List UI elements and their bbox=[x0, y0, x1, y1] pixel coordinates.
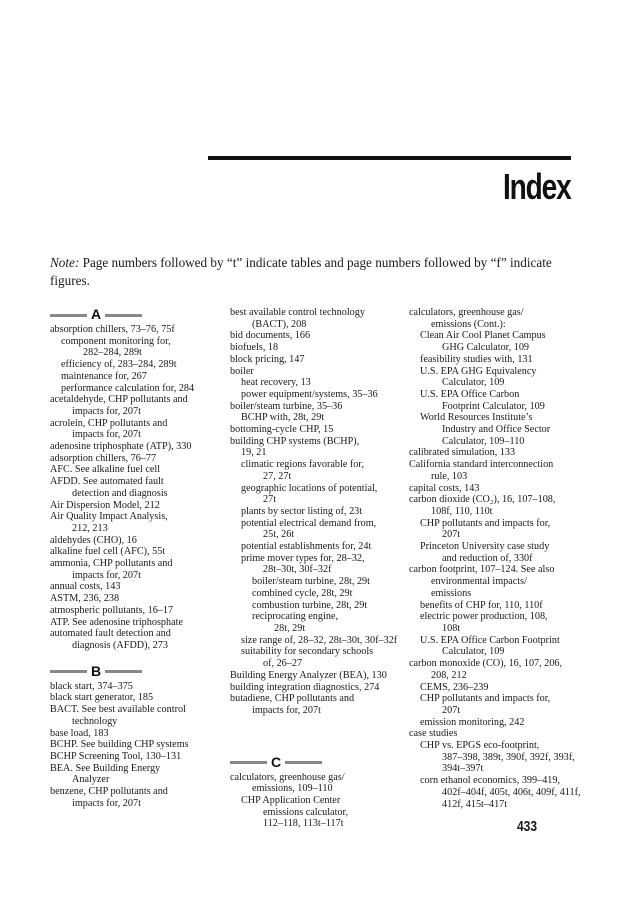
index-entry: 412f, 415t–417t bbox=[442, 798, 508, 810]
index-entry: block pricing, 147 bbox=[230, 353, 305, 365]
index-entry: geographic locations of potential, bbox=[241, 482, 378, 494]
index-entry: building CHP systems (BCHP), bbox=[230, 435, 360, 447]
index-entry: Air Quality Impact Analysis, bbox=[50, 511, 168, 523]
index-entry: maintenance for, 267 bbox=[61, 370, 147, 382]
index-entry: component monitoring for, bbox=[61, 335, 171, 347]
index-entry: BCHP Screening Tool, 130–131 bbox=[50, 750, 182, 762]
note-label: Note: bbox=[50, 255, 80, 270]
index-entry: 207t bbox=[442, 704, 461, 716]
index-entry: absorption chillers, 73–76, 75f bbox=[50, 324, 175, 335]
index-entry: ATP. See adenosine triphosphate bbox=[50, 616, 183, 628]
index-entry: detection and diagnosis bbox=[72, 487, 168, 499]
index-entry: Air Dispersion Model, 212 bbox=[50, 499, 160, 511]
index-entry: AFC. See alkaline fuel cell bbox=[50, 464, 161, 476]
index-entry: size range of, 28–32, 28t–30t, 30f–32f bbox=[241, 634, 398, 646]
index-entry: bid documents, 166 bbox=[230, 330, 311, 342]
index-entry: adsorption chillers, 76–77 bbox=[50, 452, 157, 464]
index-entry: benefits of CHP for, 110, 110f bbox=[420, 599, 543, 611]
index-entry: bottoming-cycle CHP, 15 bbox=[230, 424, 334, 436]
index-entry: capital costs, 143 bbox=[409, 482, 480, 494]
index-entry: 402f–404f, 405t, 406t, 409f, 411f, bbox=[442, 786, 581, 798]
index-entry: (BACT), 208 bbox=[252, 318, 307, 330]
index-entry: U.S. EPA Office Carbon bbox=[420, 388, 520, 400]
index-entry: calculators, greenhouse gas/ bbox=[409, 307, 524, 318]
index-entry: power equipment/systems, 35–36 bbox=[241, 388, 378, 400]
index-entry: 25t, 26t bbox=[263, 529, 295, 541]
index-entry: base load, 183 bbox=[50, 727, 109, 739]
index-entry: 212, 213 bbox=[72, 522, 108, 534]
index-entry: BCHP with, 28t, 29t bbox=[241, 412, 325, 424]
index-entry: 19, 21 bbox=[241, 447, 267, 459]
index-entry: Industry and Office Sector bbox=[442, 424, 551, 436]
index-entry: Calculator, 109 bbox=[442, 377, 505, 389]
index-entry: boiler/steam turbine, 35–36 bbox=[230, 400, 343, 412]
index-entry: calculators, greenhouse gas/ bbox=[230, 771, 345, 783]
index-entry: impacts for, 207t bbox=[72, 569, 141, 581]
index-entry: butadiene, CHP pollutants and bbox=[230, 693, 355, 705]
index-entry: 208, 212 bbox=[431, 669, 467, 681]
index-entry: diagnosis (AFDD), 273 bbox=[72, 639, 168, 651]
index-entry: technology bbox=[72, 715, 118, 727]
index-entry: alkaline fuel cell (AFC), 55t bbox=[50, 546, 166, 558]
section-header-b: B bbox=[50, 664, 220, 680]
index-entry: corn ethanol economics, 399–419, bbox=[420, 775, 561, 787]
index-entry: feasibility studies with, 131 bbox=[420, 353, 533, 365]
index-entry: carbon footprint, 107–124. See also bbox=[409, 564, 555, 576]
index-entry: Calculator, 109 bbox=[442, 646, 505, 658]
index-entry: heat recovery, 13 bbox=[241, 377, 311, 389]
index-entry: U.S. EPA Office Carbon Footprint bbox=[420, 634, 560, 646]
index-entry: ASTM, 236, 238 bbox=[50, 593, 120, 605]
index-entry: plants by sector listing of, 23t bbox=[241, 505, 363, 517]
index-entry: impacts for, 207t bbox=[72, 797, 141, 809]
index-entry: CHP vs. EPGS eco-footprint, bbox=[420, 740, 540, 752]
index-entry: climatic regions favorable for, bbox=[241, 459, 364, 471]
index-entry: impacts for, 207t bbox=[72, 429, 141, 441]
index-entry: 27t bbox=[263, 494, 277, 506]
index-entry: prime mover types for, 28–32, bbox=[241, 552, 365, 564]
index-entry: 28t, 29t bbox=[274, 622, 306, 634]
index-entry: 282–284, 289t bbox=[83, 347, 142, 359]
index-entry: 394t–397t bbox=[442, 763, 484, 775]
index-entry: CEMS, 236–239 bbox=[420, 681, 489, 693]
index-column-3 bbox=[409, 307, 579, 810]
section-header-a: A bbox=[50, 307, 220, 323]
index-entry: combined cycle, 28t, 29t bbox=[252, 587, 353, 599]
index-entry: calibrated simulation, 133 bbox=[409, 447, 516, 459]
page-number: 433 bbox=[516, 818, 537, 835]
index-entry: World Resources Institute’s bbox=[420, 412, 533, 424]
index-entry: benzene, CHP pollutants and bbox=[50, 786, 168, 798]
index-entry: 387–398, 389t, 390f, 392f, 393f, bbox=[442, 751, 575, 763]
index-entry: Building Energy Analyzer (BEA), 130 bbox=[230, 669, 387, 681]
index-entry: acetaldehyde, CHP pollutants and bbox=[50, 394, 188, 406]
index-entry: case studies bbox=[409, 728, 458, 740]
index-entry: ammonia, CHP pollutants and bbox=[50, 558, 173, 570]
index-entry: impacts for, 207t bbox=[252, 704, 321, 716]
index-entry: boiler/steam turbine, 28t, 29t bbox=[252, 576, 370, 588]
index-entry: carbon dioxide (CO₂), 16, 107–108, bbox=[409, 494, 556, 506]
index-entry: 28t–30t, 30f–32f bbox=[263, 564, 332, 576]
index-entry: BEA. See Building Energy bbox=[50, 762, 161, 774]
index-entry: emissions, 109–110 bbox=[252, 783, 333, 795]
index-entry: Clean Air Cool Planet Campus bbox=[420, 330, 546, 342]
page-title: Index bbox=[503, 166, 571, 207]
index-entry: Footprint Calculator, 109 bbox=[442, 400, 545, 412]
index-entry: Princeton University case study bbox=[420, 541, 550, 553]
section-header-c: C bbox=[230, 755, 400, 771]
index-entry: of, 26–27 bbox=[263, 658, 303, 670]
index-entry: 27, 27t bbox=[263, 470, 292, 482]
index-entry: 108t bbox=[442, 622, 461, 634]
index-entry: best available control technology bbox=[230, 307, 365, 318]
note-text: Page numbers followed by “t” indicate tables and page numbers followed by “f” indicate figures. bbox=[50, 255, 552, 288]
index-entry: black start generator, 185 bbox=[50, 692, 154, 704]
index-entry: emission monitoring, 242 bbox=[420, 716, 525, 728]
index-entry: 112–118, 113t–117t bbox=[263, 818, 344, 830]
index-entry: emissions calculator, bbox=[263, 806, 349, 818]
index-column-2 bbox=[230, 307, 400, 830]
index-entry: annual costs, 143 bbox=[50, 581, 121, 593]
index-entry: emissions bbox=[431, 587, 472, 599]
index-entry: Analyzer bbox=[72, 774, 110, 786]
index-entry: potential establishments for, 24t bbox=[241, 541, 372, 553]
title-rule bbox=[208, 156, 571, 160]
index-column-1 bbox=[50, 307, 220, 809]
index-entry: biofuels, 18 bbox=[230, 342, 279, 354]
index-entry: suitability for secondary schools bbox=[241, 646, 374, 658]
index-note bbox=[50, 254, 572, 290]
index-entry: environmental impacts/ bbox=[431, 576, 527, 588]
index-entry: Calculator, 109–110 bbox=[442, 435, 525, 447]
index-entry: adenosine triphosphate (ATP), 330 bbox=[50, 441, 192, 453]
index-entry: California standard interconnection bbox=[409, 459, 554, 471]
index-entry: reciprocating engine, bbox=[252, 611, 338, 623]
index-entry: acrolein, CHP pollutants and bbox=[50, 417, 168, 429]
index-entry: CHP Application Center bbox=[241, 795, 341, 807]
index-entry: AFDD. See automated fault bbox=[50, 476, 164, 488]
index-entry: atmospheric pollutants, 16–17 bbox=[50, 604, 174, 616]
index-entry: automated fault detection and bbox=[50, 628, 171, 640]
index-entry: 108f, 110, 110t bbox=[431, 505, 493, 517]
index-entry: carbon monoxide (CO), 16, 107, 206, bbox=[409, 658, 563, 670]
index-entry: electric power production, 108, bbox=[420, 611, 548, 623]
index-entry: aldehydes (CHO), 16 bbox=[50, 534, 137, 546]
index-entry: CHP pollutants and impacts for, bbox=[420, 517, 551, 529]
index-entry: emissions (Cont.): bbox=[431, 318, 506, 330]
index-entry: U.S. EPA GHG Equivalency bbox=[420, 365, 537, 377]
index-entry: GHG Calculator, 109 bbox=[442, 342, 530, 354]
index-entry: BCHP. See building CHP systems bbox=[50, 739, 189, 751]
index-entry: impacts for, 207t bbox=[72, 405, 141, 417]
index-entry: boiler bbox=[230, 365, 254, 377]
index-entry: efficiency of, 283–284, 289t bbox=[61, 359, 177, 371]
index-entry: combustion turbine, 28t, 29t bbox=[252, 599, 368, 611]
index-entry: and reduction of, 330f bbox=[442, 552, 533, 564]
index-entry: performance calculation for, 284 bbox=[61, 382, 195, 394]
index-entry: rule, 103 bbox=[431, 470, 468, 482]
index-entry: CHP pollutants and impacts for, bbox=[420, 693, 551, 705]
index-entry: 207t bbox=[442, 529, 461, 541]
index-entry: black start, 374–375 bbox=[50, 680, 133, 692]
index-entry: building integration diagnostics, 274 bbox=[230, 681, 380, 693]
index-entry: potential electrical demand from, bbox=[241, 517, 377, 529]
index-entry: BACT. See best available control bbox=[50, 704, 186, 716]
